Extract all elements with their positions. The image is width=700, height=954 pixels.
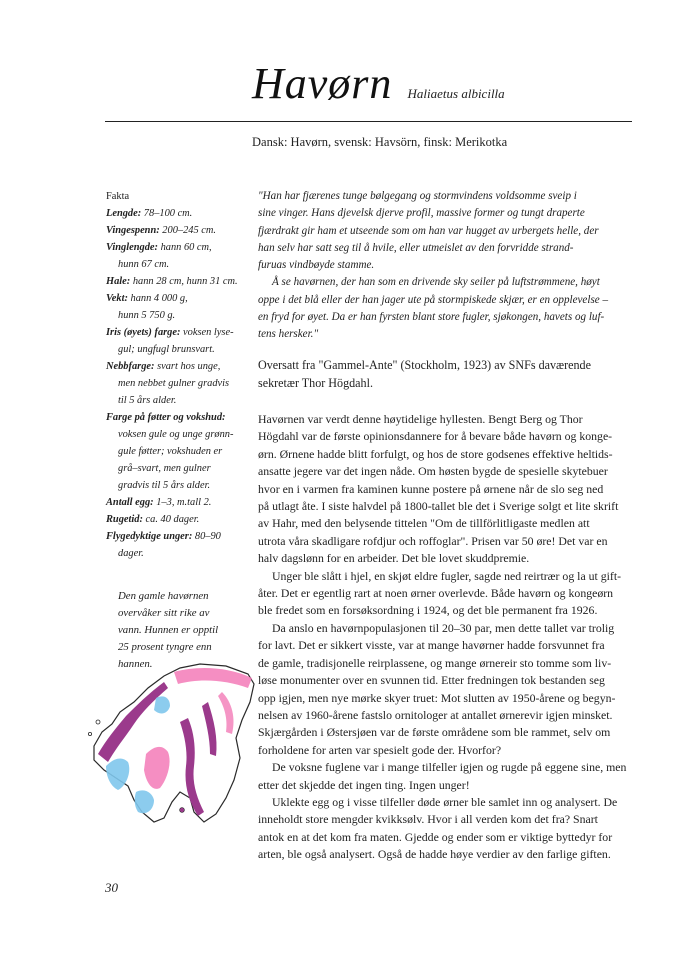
fact-line bbox=[106, 409, 256, 426]
quote-block bbox=[258, 188, 628, 344]
fact-line bbox=[106, 290, 256, 307]
text-line: nelsen av 1960-årene fastslo ornitologer at antallet ørnerevir igjen minsket. bbox=[258, 707, 613, 722]
fact-label: Vingespenn: bbox=[106, 225, 160, 236]
fact-sidebar bbox=[106, 188, 256, 562]
text-line: hvor en i varmen fra kaminen kunne postere på ørnene når de slo seg ned bbox=[258, 481, 604, 496]
text-line: De voksne fuglene var i mange tilfeller igjen og rugde på eggene sine, men bbox=[272, 760, 627, 775]
page-number: 30 bbox=[105, 880, 118, 895]
text-line: ørn. Ørnene hadde blitt forfulgt, og hos de store godsenes effektive heltids- bbox=[258, 446, 613, 461]
text-line: etter det skjedde det ingen ting. Ingen unger! bbox=[258, 777, 470, 792]
map-island bbox=[180, 808, 185, 813]
fact-value: hann 4 000 g, bbox=[127, 293, 188, 304]
text-line: 25 prosent tyngre enn bbox=[118, 641, 212, 653]
text-line: furuas vindbøyde stamme. bbox=[258, 259, 375, 272]
text-line: sine vinger. Hans djevelsk djerve profil, massive former og tungt draperte bbox=[258, 207, 585, 220]
fact-value: hann 28 cm, hunn 31 cm. bbox=[130, 276, 238, 287]
fact-line bbox=[106, 511, 256, 528]
text-line: overvåker sitt rike av bbox=[118, 607, 210, 619]
fact-label: Flygedyktige unger: bbox=[106, 531, 193, 542]
text-line: inneholdt store mengder kvikksølv. Hvor i all verden kom det fra? Snart bbox=[258, 812, 598, 827]
fact-line: gradvis til 5 års alder. bbox=[118, 480, 211, 491]
text-line: ansatte jegere var det ingen nåde. Om høsten bygde de spesielle skytebuer bbox=[258, 464, 608, 479]
text-line: Unger ble slått i hjel, en skjøt eldre fugler, sagde ned reirtrær og la ut gift- bbox=[272, 568, 622, 583]
fact-value: voksen lyse- bbox=[180, 327, 234, 338]
text-line: Oversatt fra "Gammel-Ante" (Stockholm, 1923) av SNFs daværende bbox=[258, 358, 591, 372]
text-line: Skjærgården i Østersjøen var de første områdene som ble rammet, selv om bbox=[258, 725, 611, 740]
text-line: tens hersker." bbox=[258, 328, 319, 341]
fact-line: gule føtter; vokshuden er bbox=[118, 446, 223, 457]
text-line: fjærdrakt gir ham et utseende som om han var hugget av urbergets helle, der bbox=[258, 224, 599, 237]
fact-value: 200–245 cm. bbox=[159, 225, 216, 236]
fact-line bbox=[106, 273, 256, 290]
map-island bbox=[96, 720, 100, 724]
fact-value: 80–90 bbox=[192, 531, 221, 542]
title-divider bbox=[105, 121, 632, 122]
fact-label: Farge på føtter og vokshud: bbox=[106, 412, 226, 423]
fact-line: grå–svart, men gulner bbox=[118, 463, 211, 474]
fact-line: gul; ungfugl brunsvart. bbox=[118, 344, 215, 355]
text-line: en fryd for øyet. Da er han fyrsten blant store fugler, sjøkongen, havets og luf- bbox=[258, 311, 605, 324]
text-line: for lavt. Det er sikkert visste, var at mange havørner hadde forsvunnet fra bbox=[258, 638, 605, 653]
text-line: på utlagt åte. I siste halvdel på 1800-tallet ble det i Sverige solgt et lite skrift bbox=[258, 499, 619, 514]
translation-credit bbox=[258, 356, 632, 393]
image-caption bbox=[118, 588, 253, 673]
fact-line bbox=[106, 222, 256, 239]
text-line: Högdahl var de første opinionsdannere for å bevare både havørn og konge- bbox=[258, 429, 613, 444]
fact-heading: Fakta bbox=[106, 191, 130, 202]
fact-label: Vekt: bbox=[106, 293, 128, 304]
fact-label: Iris (øyets) farge: bbox=[106, 327, 181, 338]
text-line: hannen. bbox=[118, 658, 153, 670]
text-line: de gamle, tradisjonelle reirplassene, og mange ørnereir sto tomme som liv- bbox=[258, 655, 612, 670]
text-line: Uklekte egg og i visse tilfeller døde ørner ble samlet inn og analysert. De bbox=[272, 794, 618, 809]
map-range-blue-west bbox=[106, 759, 129, 790]
fact-value: 78–100 cm. bbox=[141, 208, 193, 219]
fact-line: til 5 års alder. bbox=[118, 395, 177, 406]
fact-line bbox=[106, 324, 256, 341]
fact-label: Lengde: bbox=[106, 208, 142, 219]
fact-value: hann 60 cm, bbox=[157, 242, 212, 253]
text-line: antok en at det kom fra maten. Gjedde og ender som er viktige byttedyr for bbox=[258, 829, 613, 844]
text-line: Å se havørnen, der han som en drivende sky seiler på luftstrømmene, høyt bbox=[272, 276, 600, 289]
fact-label: Vinglengde: bbox=[106, 242, 158, 253]
text-line: sekretær Thor Högdahl. bbox=[258, 376, 373, 391]
fact-line: voksen gule og unge grønn- bbox=[118, 429, 234, 440]
distribution-map bbox=[76, 662, 256, 832]
species-names-subtitle: Dansk: Havørn, svensk: Havsörn, finsk: Merikotka bbox=[252, 135, 508, 149]
latin-name: Haliaetus albicilla bbox=[407, 86, 505, 101]
text-line: løse monumenter over en svunnen tid. Etter fredningen tok bestanden seg bbox=[258, 673, 605, 688]
text-line: Den gamle havørnen bbox=[118, 590, 209, 602]
fact-label: Nebbfarge: bbox=[106, 361, 155, 372]
map-island bbox=[88, 732, 91, 735]
fact-line bbox=[106, 494, 256, 511]
fact-list bbox=[106, 205, 256, 562]
body-text bbox=[258, 411, 633, 864]
text-line: oppe i det blå eller der han jager ute på stormpiskede skjær, er en opplevelse – bbox=[258, 293, 608, 306]
fact-line bbox=[106, 358, 256, 375]
fact-label: Hale: bbox=[106, 276, 131, 287]
text-line: ble fredet som en forsøksordning i 1924, og det ble permanent fra 1926. bbox=[258, 603, 598, 618]
fact-line bbox=[106, 528, 256, 545]
text-line: arten, ble også analysert. Også de hadde høye verdier av den farlige giften. bbox=[258, 847, 611, 862]
text-line: halv dagslønn for en arbeider. Det ble lovet skuddpremie. bbox=[258, 551, 530, 566]
text-line: opp igjen, men nye mørke skyer truet: Mot slutten av 1950-årene og begyn- bbox=[258, 690, 616, 705]
fact-line: hunn 67 cm. bbox=[118, 259, 170, 270]
fact-line: dager. bbox=[118, 548, 144, 559]
fact-line: hunn 5 750 g. bbox=[118, 310, 176, 321]
text-line: han selv har satt seg til å hvile, eller utmeislet av den forvridde strand- bbox=[258, 241, 574, 254]
fact-line bbox=[106, 239, 256, 256]
text-line: av Hahr, med den belysende tittelen "Om de tillförlitligaste medlen att bbox=[258, 516, 590, 531]
text-line: åter. Det er egentlig rart at noen ørner overlevde. Både havørn og kongeørn bbox=[258, 586, 614, 601]
text-line: Havørnen var verdt denne høytidelige hyllesten. Bengt Berg og Thor bbox=[258, 412, 583, 426]
text-line: forholdene for arten var spesielt gode der. Hvorfor? bbox=[258, 742, 502, 757]
text-line: Da anslo en havørnpopulasjonen til 20–30 par, men dette tallet var trolig bbox=[272, 620, 615, 635]
page-title: Havørn bbox=[252, 59, 393, 108]
fact-value: svart hos unge, bbox=[154, 361, 221, 372]
fact-line: men nebbet gulner gradvis bbox=[118, 378, 230, 389]
title-block bbox=[252, 58, 505, 109]
fact-line bbox=[106, 205, 256, 222]
fact-label: Rugetid: bbox=[106, 514, 143, 525]
text-line: utrota våra skadligare rofdjur och roffoglar". Prisen var 50 øre! Det var en bbox=[258, 533, 608, 548]
fact-value: ca. 40 dager. bbox=[142, 514, 200, 525]
fact-label: Antall egg: bbox=[106, 497, 154, 508]
fact-value: 1–3, m.tall 2. bbox=[153, 497, 212, 508]
text-line: vann. Hunnen er opptil bbox=[118, 624, 219, 636]
text-line: "Han har fjærenes tunge bølgegang og stormvindens voldsomme sveip i bbox=[258, 190, 577, 202]
